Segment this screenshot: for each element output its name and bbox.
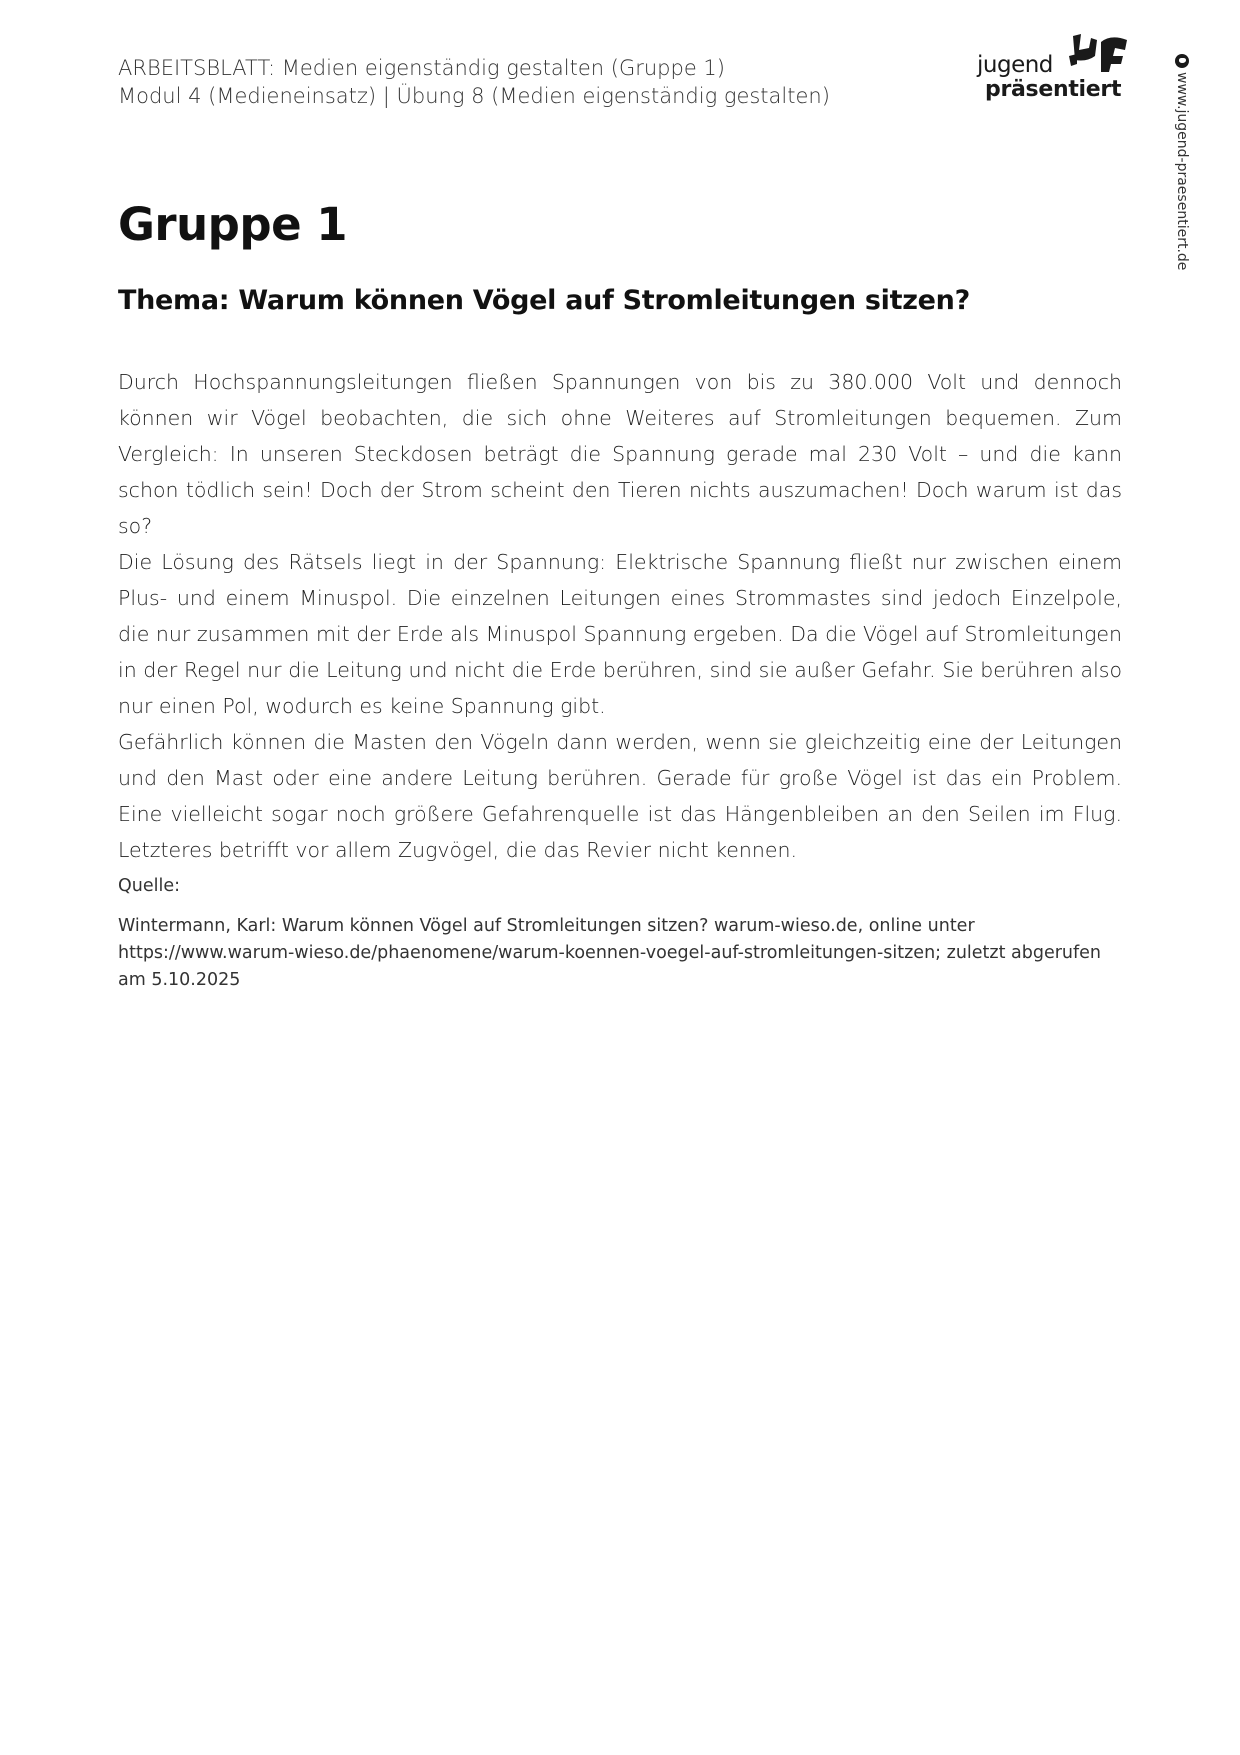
header-line-2: Modul 4 (Medieneinsatz) | Übung 8 (Medien eigenständig gestalten) [118, 84, 830, 108]
topic-heading: Thema: Warum können Vögel auf Stromleitungen sitzen? [118, 285, 970, 316]
header-line-1: ARBEITSBLATT: Medien eigenständig gestalten (Gruppe 1) [118, 56, 725, 80]
paragraph-3: Gefährlich können die Masten den Vögeln dann werden, wenn sie gleichzeitig eine der Leitungen und den Mast oder eine andere Leitung berühren. Gerade für große Vögel ist das ein Problem. Eine vielleicht sogar noch größere Gefahrenquelle ist das Hängenbleiben an den Seilen im Flug. Letzteres betrifft vor allem Zugvögel, die das Revier nicht kennen. [118, 730, 1122, 862]
website-url: www.jugend-praesentiert.de [1174, 72, 1190, 271]
paragraph-1: Durch Hochspannungsleitungen fließen Spannungen von bis zu 380.000 Volt und dennoch können wir Vögel beobachten, die sich ohne Weiteres auf Stromleitungen bequemen. Zum Vergleich: In unseren Steckdosen beträgt die Spannung gerade mal 230 Volt – und die kann schon tödlich sein! Doch der Strom scheint den Tieren nichts auszumachen! Doch warum ist das so? [118, 370, 1122, 538]
worksheet-header [118, 54, 830, 110]
logo-word-praesentiert: präsentiert [985, 77, 1122, 102]
body-text [118, 364, 1122, 868]
source-citation: Wintermann, Karl: Warum können Vögel auf Stromleitungen sitzen? warum-wieso.de, online unter https://www.warum-wieso.de/phaenomene/warum-koennen-voegel-auf-stromleitungen-sitzen; zuletzt abgerufen am 5.10.2025 [118, 916, 1102, 990]
logo-word-jugend: jugend [977, 52, 1053, 78]
source-label: Quelle: [118, 876, 181, 896]
globe-icon [1175, 54, 1189, 68]
paragraph-2: Die Lösung des Rätsels liegt in der Spannung: Elektrische Spannung fließt nur zwischen einem Plus- und einem Minuspol. Die einzelnen Leitungen eines Strommastes sind jedoch Einzelpole, die nur zusammen mit der Erde als Minuspol Spannung ergeben. Da die Vögel auf Stromleitungen in der Regel nur die Leitung und nicht die Erde berühren, sind sie außer Gefahr. Sie berühren also nur einen Pol, wodurch es keine Spannung gibt. [118, 550, 1122, 718]
page-title: Gruppe 1 [118, 198, 348, 251]
logo-mark-icon [1067, 30, 1131, 78]
jugend-praesentiert-logo [975, 30, 1135, 110]
side-website [1170, 50, 1192, 280]
